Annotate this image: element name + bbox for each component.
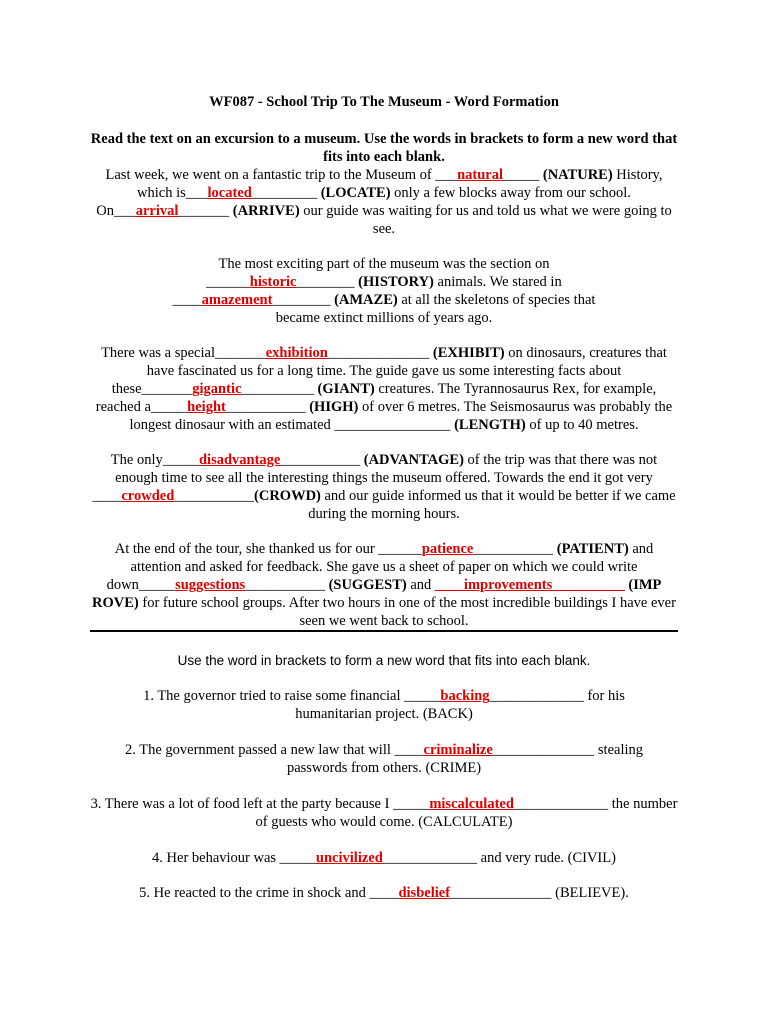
paragraph-2	[90, 255, 678, 327]
text: At the end of the tour, she thanked us for our ______	[114, 541, 422, 557]
text: ________	[272, 292, 335, 308]
answer-patience: patience	[421, 541, 474, 557]
keyword-suggest: (SUGGEST)	[328, 577, 407, 593]
text: ___________	[245, 577, 329, 593]
answer-improvements: improvements	[463, 577, 553, 593]
keyword-history: (HISTORY)	[358, 274, 434, 290]
text: of the trip was that there was not enough time to see all the interesting things the museum offered. Towards the end it got very ____	[92, 452, 658, 504]
text: our guide was waiting for us and told us what we were going to see.	[299, 203, 672, 237]
keyword-advantage: (ADVANTAGE)	[363, 452, 464, 468]
section-divider	[90, 630, 678, 632]
text: ______________ (BELIEVE).	[450, 885, 629, 901]
answer-suggestions: suggestions	[175, 577, 246, 593]
text: Last week, we went on a fantastic trip to the Museum of ___	[105, 167, 458, 183]
text: ___________	[473, 541, 557, 557]
paragraph-1	[90, 166, 678, 238]
answer-historic: historic	[249, 274, 297, 290]
text: and our guide informed us that it would be better if we came during the morning hours.	[308, 488, 676, 522]
answer-exhibition: exhibition	[265, 345, 328, 361]
exercise-item-4	[90, 849, 678, 867]
answer-uncivilized: uncivilized	[315, 850, 383, 866]
answer-improvements-post: __________	[552, 577, 625, 593]
answer-crowded: crowded	[121, 488, 175, 504]
answer-arrival: arrival	[135, 203, 179, 219]
text: ______________	[327, 345, 433, 361]
keyword-amaze: (AMAZE)	[334, 292, 398, 308]
section2-instruction: Use the word in brackets to form a new word that fits into each blank.	[177, 653, 591, 668]
text: _________	[251, 185, 321, 201]
keyword-length: (LENGTH)	[454, 417, 526, 433]
keyword-nature: (NATURE)	[542, 167, 613, 183]
instruction-text: Read the text on an excursion to a museum. Use the words in brackets to form a new word that fits into each blank.	[90, 131, 678, 165]
keyword-giant: (GIANT)	[317, 381, 375, 397]
answer-criminalize: criminalize	[423, 742, 493, 758]
keyword-exhibit: (EXHIBIT)	[432, 345, 505, 361]
keyword-arrive: (ARRIVE)	[232, 203, 300, 219]
keyword-crowd: (CROWD)	[254, 488, 321, 504]
text: History, which is___	[137, 167, 663, 201]
text: ______________ stealing passwords from others. (CRIME)	[286, 742, 644, 776]
answer-miscalculated: miscalculated	[429, 796, 514, 812]
answer-located: located	[207, 185, 252, 201]
text: for future school groups. After two hours in one of the most incredible buildings I have ever seen we went back to school.	[138, 595, 676, 629]
exercise-item-3	[90, 795, 678, 831]
keyword-high: (HIGH)	[309, 399, 359, 415]
text: of up to 40 metres.	[525, 417, 639, 433]
text: 1. The governor tried to raise some financial _____	[143, 688, 441, 704]
text: 5. He reacted to the crime in shock and ____	[139, 885, 399, 901]
text: There was a special_______	[101, 345, 266, 361]
text: _____________ for his humanitarian project. (BACK)	[295, 688, 625, 722]
text: 3. There was a lot of food left at the party because I _____	[90, 796, 430, 812]
text: and	[406, 577, 435, 593]
answer-height: height	[187, 399, 226, 415]
answer-gigantic: gigantic	[192, 381, 242, 397]
exercise-item-5	[90, 884, 678, 902]
text: ___________	[174, 488, 255, 504]
text: only a few blocks away from our school. On___	[96, 185, 631, 219]
text: _______	[178, 203, 233, 219]
paragraph-5	[90, 540, 678, 630]
answer-backing: backing	[440, 688, 490, 704]
text: animals. We stared in ____	[172, 274, 562, 308]
text: __________	[241, 381, 318, 397]
text: on dinosaurs, creatures that have fascinated us for a long time. The guide gave us some interesting facts about these_______	[111, 345, 667, 397]
keyword-patient: (PATIENT)	[556, 541, 629, 557]
paragraph-4	[90, 451, 678, 523]
text: _____	[502, 167, 543, 183]
answer-improvements-pre: ____	[434, 577, 464, 593]
page-title: WF087 - School Trip To The Museum - Word Formation	[209, 94, 559, 110]
keyword-improve: (IMP ROVE)	[92, 577, 662, 611]
exercise-item-1	[90, 687, 678, 723]
paragraph-3	[90, 344, 678, 434]
text: ___________	[280, 452, 364, 468]
answer-disbelief: disbelief	[398, 885, 451, 901]
text: The most exciting part of the museum was the section on ______	[206, 256, 550, 290]
answer-disadvantage: disadvantage	[198, 452, 281, 468]
keyword-locate: (LOCATE)	[320, 185, 391, 201]
text: creatures. The Tyrannosaurus Rex, for example, reached a_____	[95, 381, 657, 415]
text: The only_____	[110, 452, 199, 468]
text: ________	[296, 274, 359, 290]
text: ___________	[225, 399, 310, 415]
text: at all the skeletons of species that became extinct millions of years ago.	[275, 292, 596, 326]
text: _____________ the number of guests who would come. (CALCULATE)	[255, 796, 678, 830]
text: and attention and asked for feedback. She gave us a sheet of paper on which we could write down_____	[106, 541, 654, 593]
answer-amazement: amazement	[201, 292, 273, 308]
answer-natural: natural	[457, 167, 503, 183]
text: 2. The government passed a new law that will ____	[124, 742, 424, 758]
exercise-item-2	[90, 741, 678, 777]
text: of over 6 metres. The Seismosaurus was probably the longest dinosaur with an estimated ________________	[129, 399, 673, 433]
text: _____________ and very rude. (CIVIL)	[382, 850, 616, 866]
text: 4. Her behaviour was _____	[152, 850, 316, 866]
